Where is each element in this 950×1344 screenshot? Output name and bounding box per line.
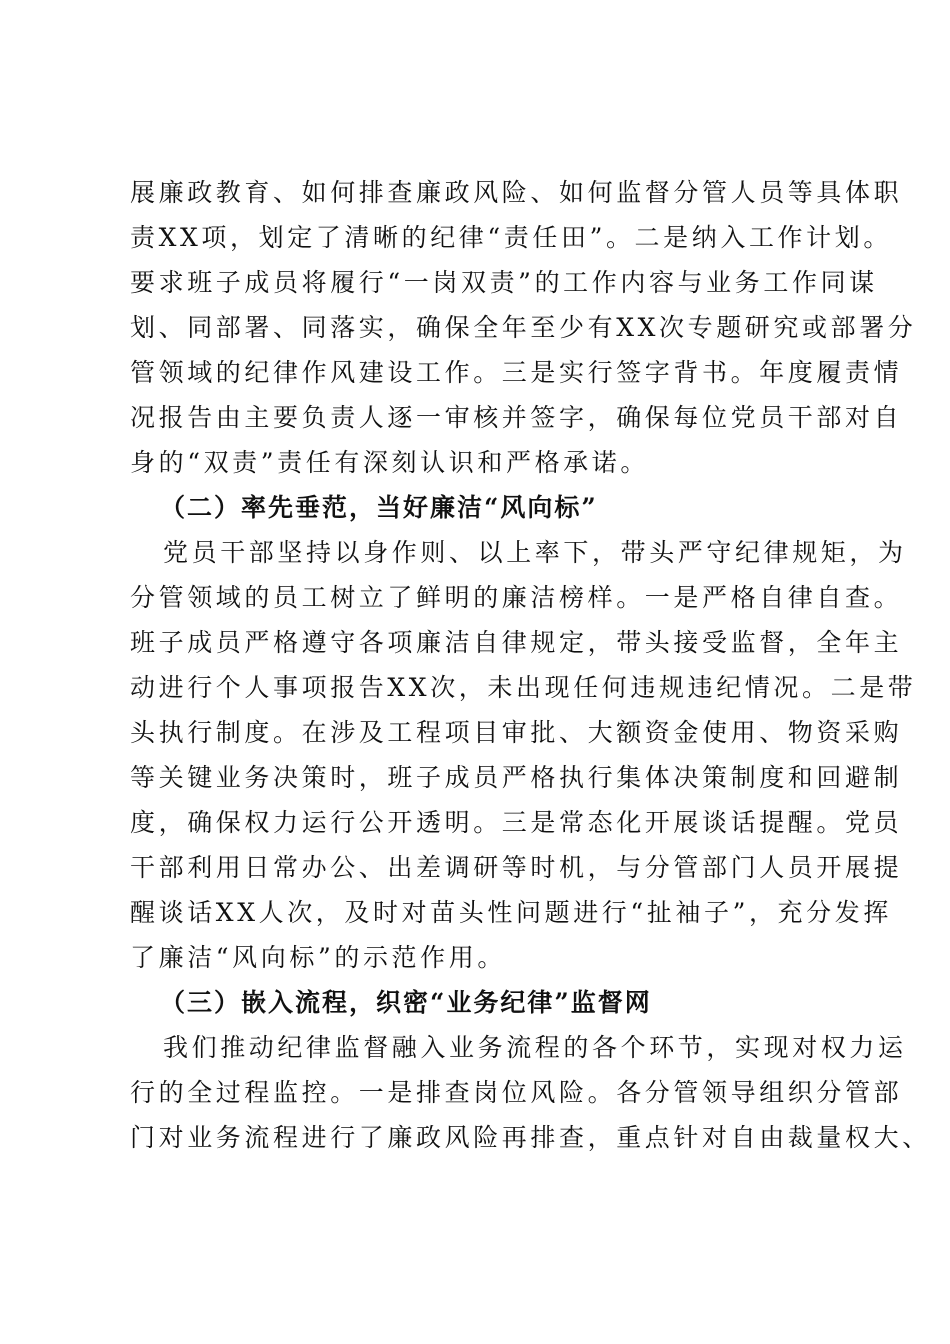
body-text-line: 醒谈话XX人次，及时对苗头性问题进行“扯袖子”，充分发挥 — [130, 898, 892, 927]
body-text-line: 门对业务流程进行了廉政风险再排查，重点针对自由裁量权大、 — [130, 1123, 931, 1152]
body-text-line: 展廉政教育、如何排查廉政风险、如何监督分管人员等具体职 — [130, 178, 903, 207]
body-text-line: 干部利用日常办公、出差调研等时机，与分管部门人员开展提 — [130, 853, 903, 882]
body-text-line: 责XX项，划定了清晰的纪律“责任田”。二是纳入工作计划。 — [130, 223, 892, 252]
body-text-line: 身的“双责”责任有深刻认识和严格承诺。 — [130, 448, 649, 477]
body-text-line: 行的全过程监控。一是排查岗位风险。各分管领导组织分管部 — [130, 1078, 903, 1107]
body-text-line: 划、同部署、同落实，确保全年至少有XX次专题研究或部署分 — [130, 313, 917, 342]
body-text-line: 等关键业务决策时，班子成员严格执行集体决策制度和回避制 — [130, 763, 903, 792]
body-text-line: 党员干部坚持以身作则、以上率下，带头严守纪律规矩，为 — [163, 538, 907, 567]
body-text-line: 要求班子成员将履行“一岗双责”的工作内容与业务工作同谋 — [130, 268, 878, 297]
body-text-line: 分管领域的员工树立了鲜明的廉洁榜样。一是严格自律自查。 — [130, 583, 903, 612]
body-text-line: 管领域的纪律作风建设工作。三是实行签字背书。年度履责情 — [130, 358, 903, 387]
body-text-line: 了廉洁“风向标”的示范作用。 — [130, 943, 506, 972]
body-text-line: 度，确保权力运行公开透明。三是常态化开展谈话提醒。党员 — [130, 808, 903, 837]
section-heading: （三）嵌入流程，织密“业务纪律”监督网 — [160, 988, 652, 1017]
body-text-line: 班子成员严格遵守各项廉洁自律规定，带头接受监督，全年主 — [130, 628, 903, 657]
body-text-line: 我们推动纪律监督融入业务流程的各个环节，实现对权力运 — [163, 1033, 907, 1062]
section-heading: （二）率先垂范，当好廉洁“风向标” — [160, 493, 598, 522]
body-text-line: 动进行个人事项报告XX次，未出现任何违规违纪情况。二是带 — [130, 673, 917, 702]
body-text-line: 头执行制度。在涉及工程项目审批、大额资金使用、物资采购 — [130, 718, 903, 747]
body-text-line: 况报告由主要负责人逐一审核并签字，确保每位党员干部对自 — [130, 403, 903, 432]
